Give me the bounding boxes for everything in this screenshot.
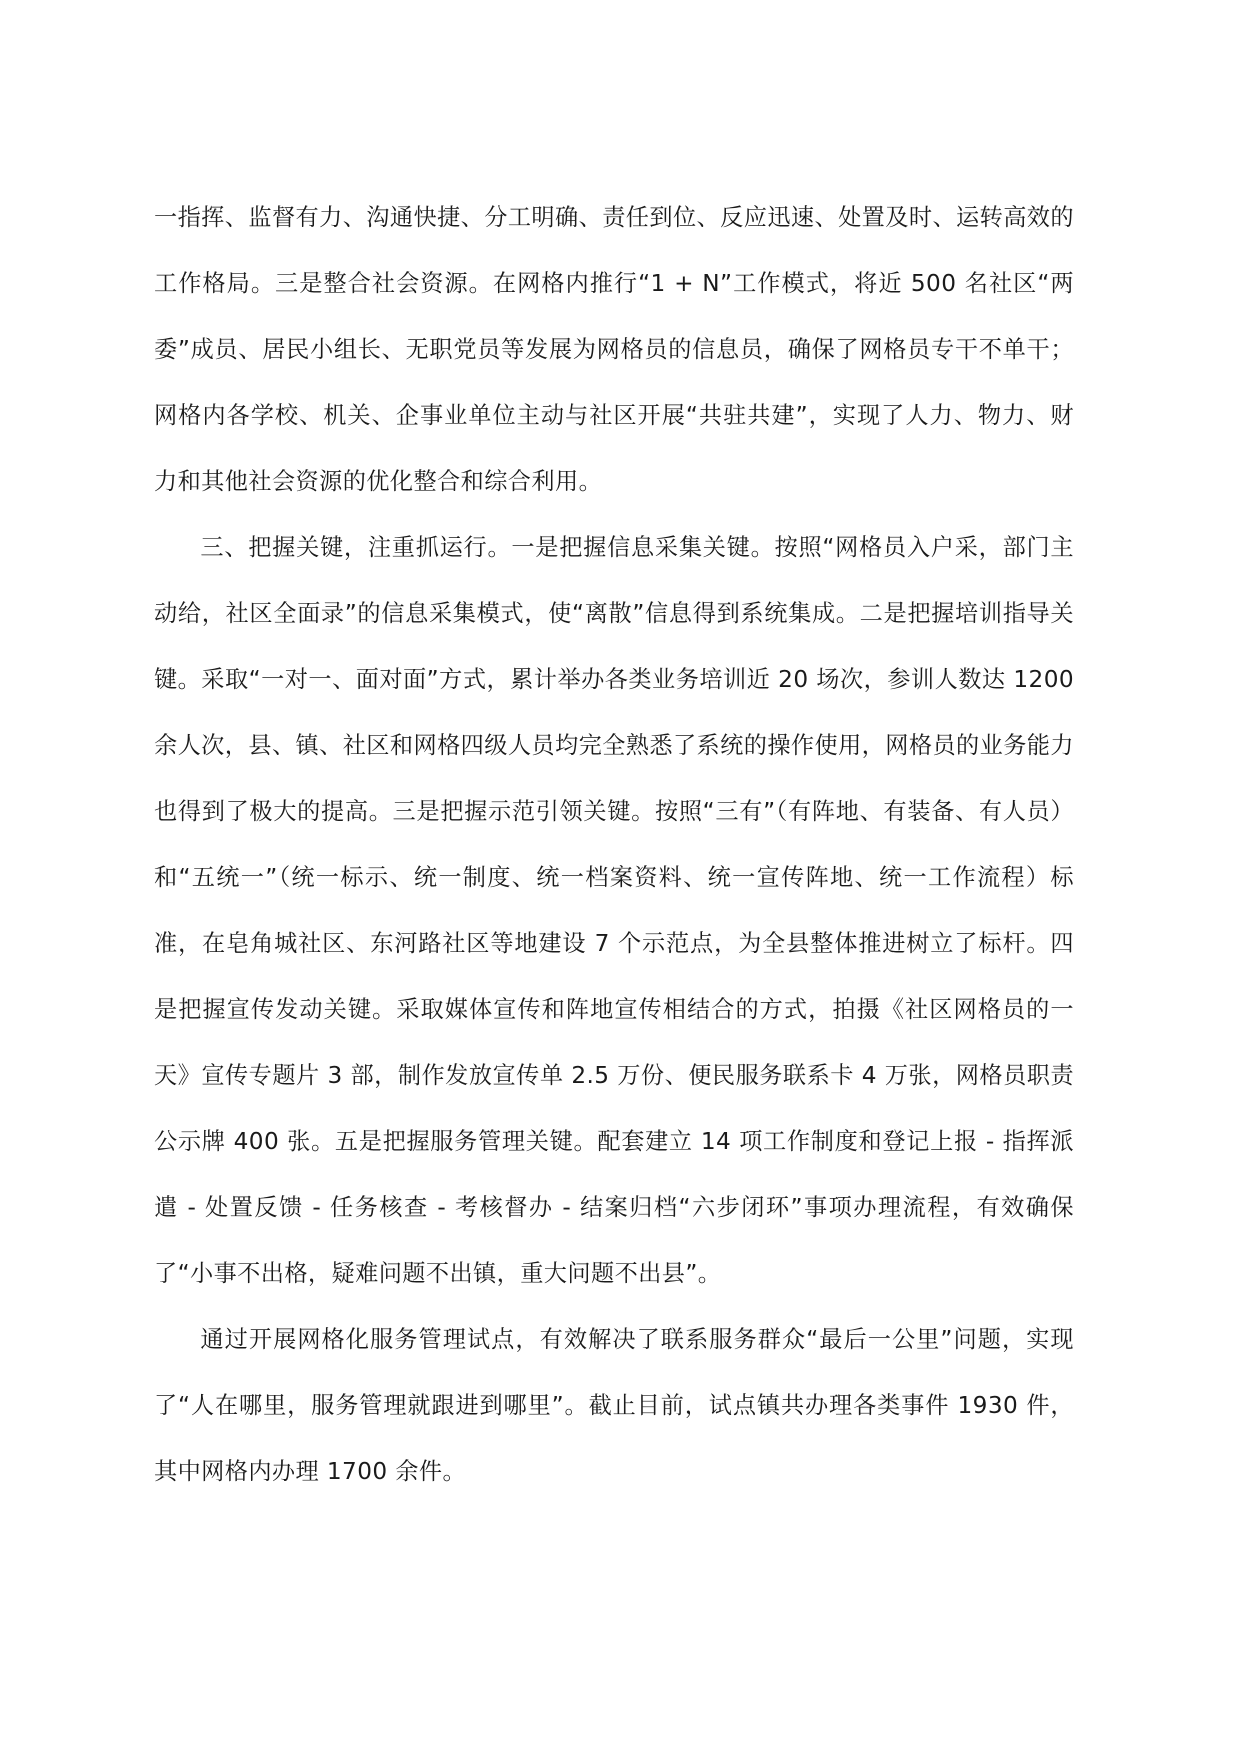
document-body	[154, 185, 1074, 1505]
paragraph-summary: 通过开展网格化服务管理试点，有效解决了联系服务群众“最后一公里”问题，实现了“人在哪里，服务管理就跟进到哪里”。截止目前，试点镇共办理各类事件 1930 件，其中网格内办理 1700 余件。	[154, 1326, 1074, 1485]
paragraph-continuation: 一指挥、监督有力、沟通快捷、分工明确、责任到位、反应迅速、处置及时、运转高效的工作格局。三是整合社会资源。在网格内推行“1 + N”工作模式，将近 500 名社区“两委”成员、居民小组长、无职党员等发展为网格员的信息员，确保了网格员专干不单干；网格内各学校、机关、企事业单位主动与社区开展“共驻共建”，实现了人力、物力、财力和其他社会资源的优化整合和综合利用。	[154, 204, 1074, 495]
paragraph-section-three: 三、把握关键，注重抓运行。一是把握信息采集关键。按照“网格员入户采，部门主动给，社区全面录”的信息采集模式，使“离散”信息得到系统集成。二是把握培训指导关键。采取“一对一、面对面”方式，累计举办各类业务培训近 20 场次，参训人数达 1200 余人次，县、镇、社区和网格四级人员均完全熟悉了系统的操作使用，网格员的业务能力也得到了极大的提高。三是把握示范引领关键。按照“三有”（有阵地、有装备、有人员）和“五统一”（统一标示、统一制度、统一档案资料、统一宣传阵地、统一工作流程）标准，在皂角城社区、东河路社区等地建设 7 个示范点，为全县整体推进树立了标杆。四是把握宣传发动关键。采取媒体宣传和阵地宣传相结合的方式，拍摄《社区网格员的一天》宣传专题片 3 部，制作发放宣传单 2.5 万份、便民服务联系卡 4 万张，网格员职责公示牌 400 张。五是把握服务管理关键。配套建立 14 项工作制度和登记上报 - 指挥派遣 - 处置反馈 - 任务核查 - 考核督办 - 结案归档“六步闭环”事项办理流程，有效确保了“小事不出格，疑难问题不出镇，重大问题不出县”。	[154, 534, 1074, 1287]
